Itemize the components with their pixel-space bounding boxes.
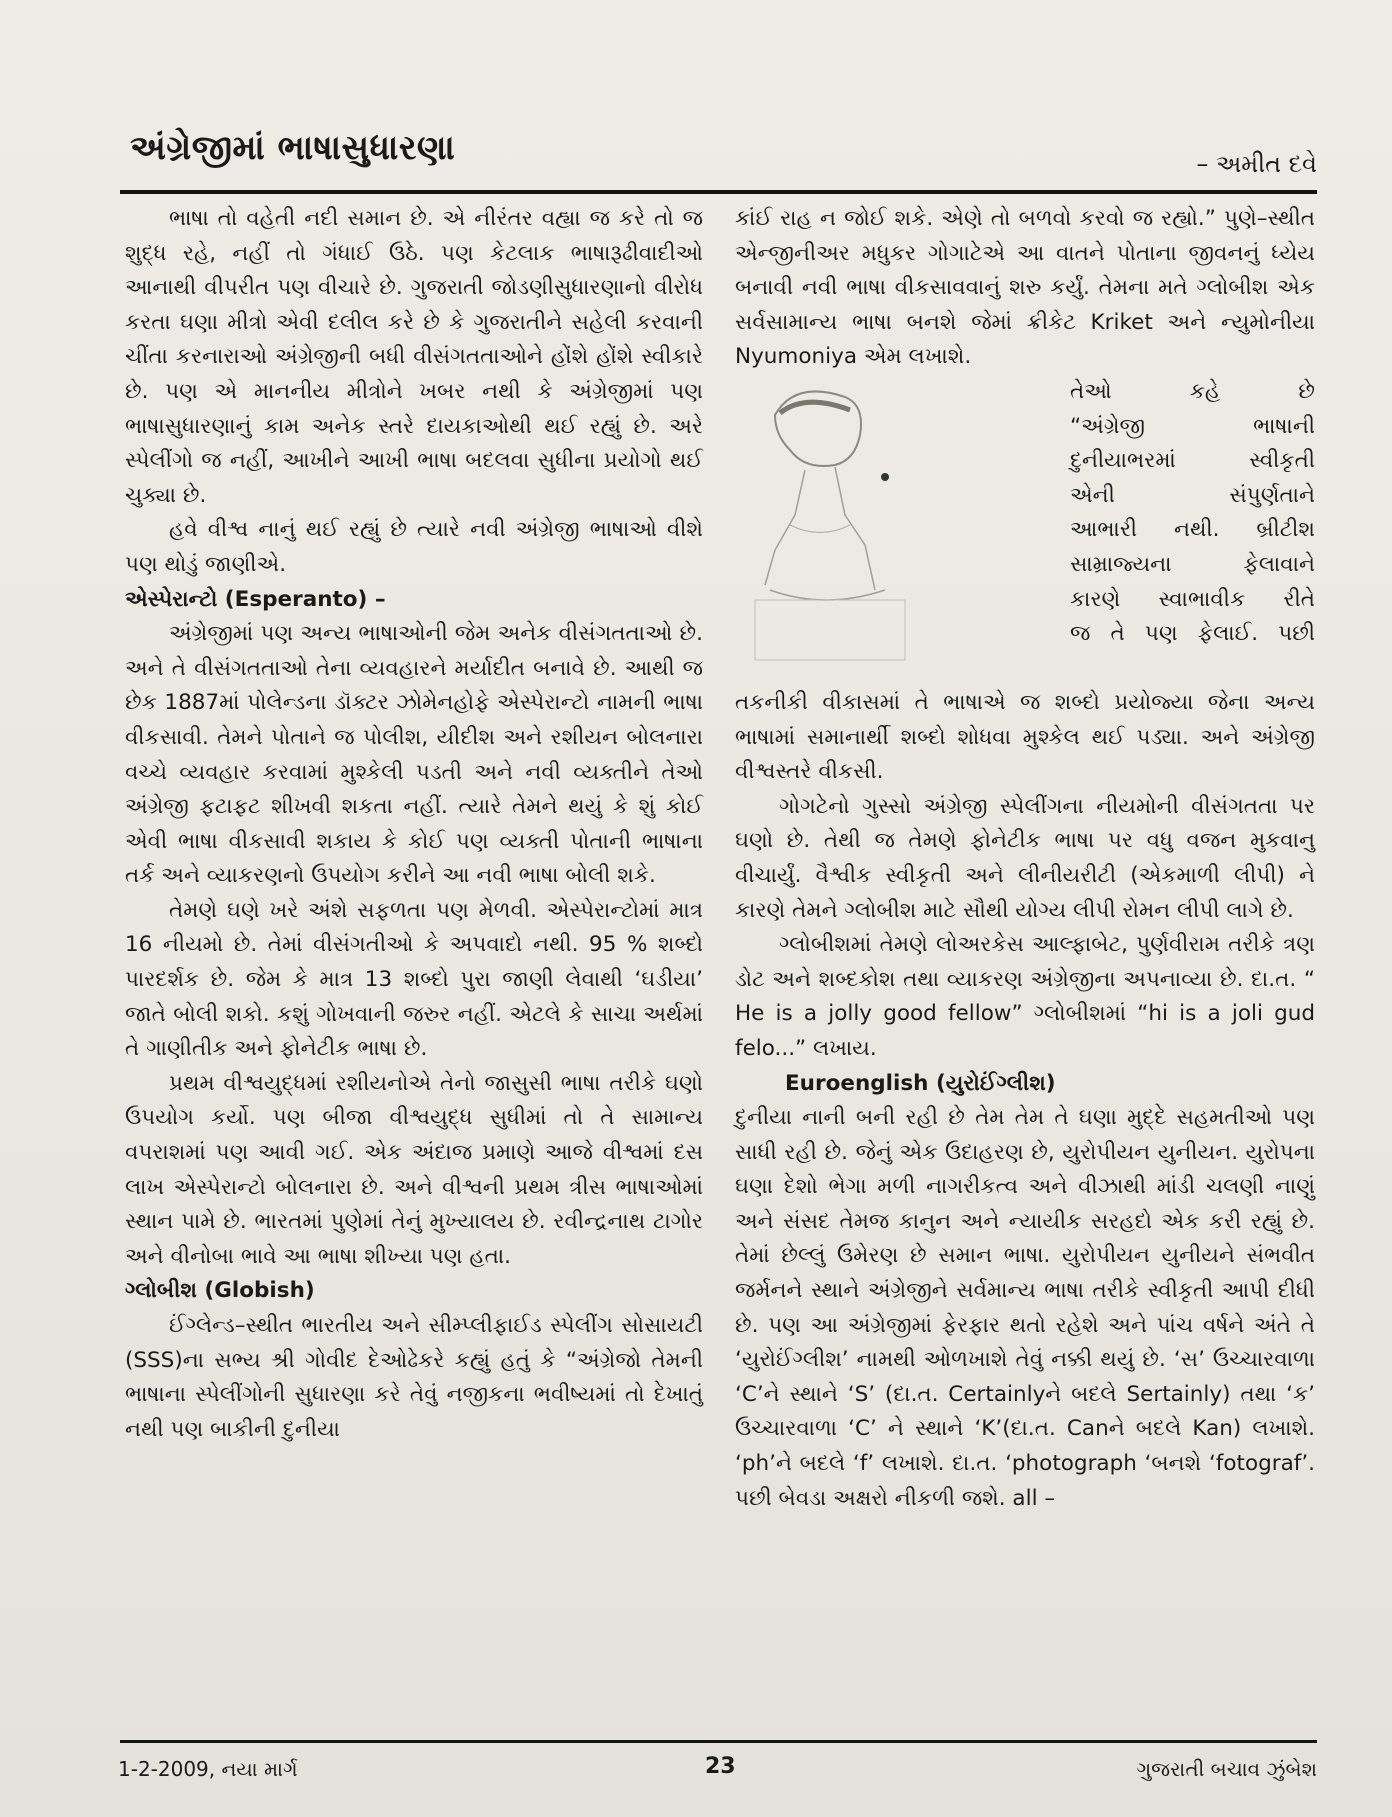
section-heading-esperanto: એસ્પેરાન્ટો (Esperanto) – xyxy=(125,586,386,612)
section-heading-euroenglish: Euroenglish (યુરોઈંગ્લીશ) xyxy=(785,1070,1056,1096)
paragraph: ગોગટેનો ગુસ્સો અંગ્રેજી સ્પેલીંગના નીયમોની વીસંગતતા પર ઘણો છે. તેથી જ તેમણે ફોનેટીક ભાષા પર વધુ વજન મુકવાનુ વીચાર્યું. વૈશ્વીક સ્વીકૃતી અને લીનીયરીટી (એકમાળી લીપી) ને કારણે તેમને ગ્લોબીશ માટે સૌથી યોગ્ય લીપી રોમન લીપી લાગે છે. xyxy=(735,793,1315,923)
figure-with-text xyxy=(735,375,1315,686)
paragraph: કાંઈ રાહ ન જોઈ શકે. એણે તો બળવો કરવો જ રહ્યો.” પુણે–સ્થીત એન્જીનીઅર મધુકર ગોગાટેએ આ વાતને પોતાના જીવનનું ધ્યેય બનાવી નવી ભાષા વીકસાવવાનું શરુ કર્યું. તેમના મતે ગ્લોબીશ એક સર્વસામાન્ય ભાષા બનશે જેમાં ક્રીકેટ Kriket અને ન્યુમોનીયા Nyumoniya એમ લખાશે. xyxy=(735,206,1315,370)
paragraph: ગ્લોબીશમાં તેમણે લોઅરકેસ આલ્ફાબેટ, પુર્ણવીરામ તરીકે ત્રણ ડોટ અને શબ્દકોશ તથા વ્યાકરણ અંગ્રેજીના અપનાવ્યા છે. દા.ત. “ He is a jolly good fellow” ગ્લોબીશમાં “hi is a joli gud felo...” લખાય. xyxy=(735,932,1315,1061)
text-line: “અંગ્રેજી ભાષાની xyxy=(1070,413,1315,439)
paragraph: દુનીયા નાની બની રહી છે તેમ તેમ તે ઘણા મુદ્દે સહમતીઓ પણ સાધી રહી છે. જેનું એક ઉદાહરણ છે, યુરોપીયન યુનીયન. યુરોપના ઘણા દેશો ભેગા મળી નાગરીકત્વ અને વીઝાથી માંડી ચલણી નાણું અને સંસદ તેમજ કાનુન અને ન્યાયીક સરહદો એક કરી રહ્યું છે. તેમાં છેલ્લું ઉમેરણ છે સમાન ભાષા. યુરોપીયન યુનીયને સંભવીત જર્મનને સ્થાને અંગ્રેજીને સર્વમાન્ય ભાષા તરીકે સ્વીકૃતી આપી દીધી છે. પણ આ અંગ્રેજીમાં ફેરફાર થતો રહેશે અને પાંચ વર્ષને અંતે તે ‘યુરોઈંગ્લીશ’ નામથી ઓળખાશે તેવું નક્કી થયું છે. ‘સ’ ઉચ્ચારવાળા ‘C’ને સ્થાને ‘S’ (દા.ત. Certainlyને બદલે Sertainly) તથા ‘ક’ ઉચ્ચારવાળા ‘C’ ને સ્થાને ‘K’(દા.ત. Canને બદલે Kan) લખાશે. ‘ph’ને બદલે ‘f’ લખાશે. દા.ત. ‘photograph ‘બનશે ‘fotograf’. પછી બેવડા અક્ષરો નીકળી જશે. all – xyxy=(735,1105,1315,1511)
text-line: આભારી નથી. બ્રીટીશ xyxy=(1070,517,1315,543)
footer-divider xyxy=(120,1740,1317,1743)
paragraph: તકનીકી વીકાસમાં તે ભાષાએ જ શબ્દો પ્રયોજ્યા જેના અન્ય ભાષામાં સમાનાર્થી શબ્દો શોધવા મુશ્કેલ થઈ પડ્યા. અને અંગ્રેજી વીશ્વસ્તરે વીકસી. xyxy=(735,689,1315,785)
text-line: તેઓ કહે છે xyxy=(1070,378,1315,404)
paragraph: હવે વીશ્વ નાનું થઈ રહ્યું છે ત્યારે નવી અંગ્રેજી ભાષાઓ વીશે પણ થોડું જાણીએ. xyxy=(125,517,703,577)
text-line: દુનીયાભરમાં સ્વીકૃતી xyxy=(1070,448,1315,474)
article-title: અંગ્રેજીમાં ભાષાસુધારણા xyxy=(130,128,456,168)
paragraph: પ્રથમ વીશ્વયુદ્ધમાં રશીયનોએ તેનો જાસુસી ભાષા તરીકે ઘણો ઉપયોગ કર્યો. પણ બીજા વીશ્વયુદ્ધ સુધીમાં તો તે સામાન્ય વપરાશમાં પણ આવી ગઈ. એક અંદાજ પ્રમાણે આજે વીશ્વમાં દસ લાખ એસ્પેરાન્ટો બોલનારા છે. અને વીશ્વની પ્રથમ ત્રીસ ભાષાઓમાં સ્થાન પામે છે. ભારતમાં પુણેમાં તેનું મુખ્યાલય છે. રવીન્દ્રનાથ ટાગોર અને વીનોબા ભાવે આ ભાષા શીખ્યા પણ હતા. xyxy=(125,1070,703,1269)
footer-campaign: ગુજરાતી બચાવ ઝુંબેશ xyxy=(1136,1757,1317,1781)
text-line: સામ્રાજ્યના ફેલાવાને xyxy=(1070,551,1315,577)
paragraph: ઈંગ્લેન્ડ–સ્થીત ભારતીય અને સીમ્પ્લીફાઈડ સ્પેલીંગ સોસાયટી (SSS)ના સભ્ય શ્રી ગોવીદ દેઓઢેકરે કહ્યું હતું કે “અંગ્રેજો તેમની ભાષાના સ્પેલીંગોની સુધારણા કરે તેવું નજીકના ભવીષ્યમાં તો દેખાતું નથી પણ બાકીની દુનીયા xyxy=(125,1313,703,1442)
footer-date-publication: 1-2-2009, નયા માર્ગ xyxy=(118,1757,298,1781)
left-column xyxy=(125,202,703,1447)
text-beside-figure xyxy=(1070,375,1315,652)
page-number: 23 xyxy=(705,1754,736,1779)
text-line: જ તે પણ ફેલાઈ. પછી xyxy=(1070,621,1315,647)
header-divider xyxy=(120,190,1317,194)
paragraph: અંગ્રેજીમાં પણ અન્ય ભાષાઓની જેમ અનેક વીસંગતતાઓ છે. અને તે વીસંગતતાઓ તેના વ્યવહારને મર્યાદીત બનાવે છે. આથી જ છેક 1887માં પોલેન્ડના ડૉક્ટર ઝોમેનહોફે એસ્પેરાન્ટો નામની ભાષા વીકસાવી. તેમને પોતાને જ પોલીશ, યીદીશ અને રશીયન બોલનારા વચ્ચે વ્યવહાર કરવામાં મુશ્કેલી પડતી અને નવી વ્યક્તીને તેઓ અંગ્રેજી ફટાફટ શીખવી શકતા નહીં. ત્યારે તેમને થયું કે શું કોઈ એવી ભાષા વીકસાવી શકાય કે કોઈ પણ વ્યક્તી પોતાની ભાષાના તર્ક અને વ્યાકરણનો ઉપયોગ કરીને આ નવી ભાષા બોલી શકે. xyxy=(125,621,703,889)
article-author: – અમીત દવે xyxy=(1196,150,1317,178)
paragraph: ભાષા તો વહેતી નદી સમાન છે. એ નીરંતર વહ્યા જ કરે તો જ શુદ્ધ રહે, નહીં તો ગંધાઈ ઉઠે. પણ કેટલાક ભાષારૂઢીવાદીઓ આનાથી વીપરીત પણ વીચારે છે. ગુજરાતી જોડણીસુધારણાનો વીરોધ કરતા ઘણા મીત્રો એવી દલીલ કરે છે કે ગુજરાતીને સહેલી કરવાની ચીંતા કરનારાઓ અંગ્રેજીની બધી વીસંગતતાઓને હોંશે હોંશે સ્વીકારે છે. પણ એ માનનીય મીત્રોને ખબર નથી કે અંગ્રેજીમાં પણ ભાષાસુધારણાનું કામ અનેક સ્તરે દાયકાઓથી થઈ રહ્યું છે. અરે સ્પેલીંગો જ નહીં, આખીને આખી ભાષા બદલવા સુધીના પ્રયોગો થઈ ચુક્યા છે. xyxy=(125,206,703,508)
text-line: એની સંપુર્ણતાને xyxy=(1070,482,1315,508)
right-column xyxy=(735,202,1315,1516)
section-heading-globish: ગ્લોબીશ (Globish) xyxy=(125,1278,315,1304)
paragraph: તેમણે ઘણે ખરે અંશે સફળતા પણ મેળવી. એસ્પેરાન્ટોમાં માત્ર 16 નીયમો છે. તેમાં વીસંગતીઓ કે અપવાદો નથી. 95 % શબ્દો પારદર્શક છે. જેમ કે માત્ર 13 શબ્દો પુરા જાણી લેવાથી ‘ઘડીયા’ જાતે બોલી શકો. કશું ગોખવાની જરુર નહીં. એટલે કે સાચા અર્થમાં તે ગાણીતીક અને ફોનેટીક ભાષા છે. xyxy=(125,897,703,1062)
portrait-sketch-image xyxy=(735,375,1060,680)
text-line: કારણે સ્વાભાવીક રીતે xyxy=(1070,586,1315,612)
